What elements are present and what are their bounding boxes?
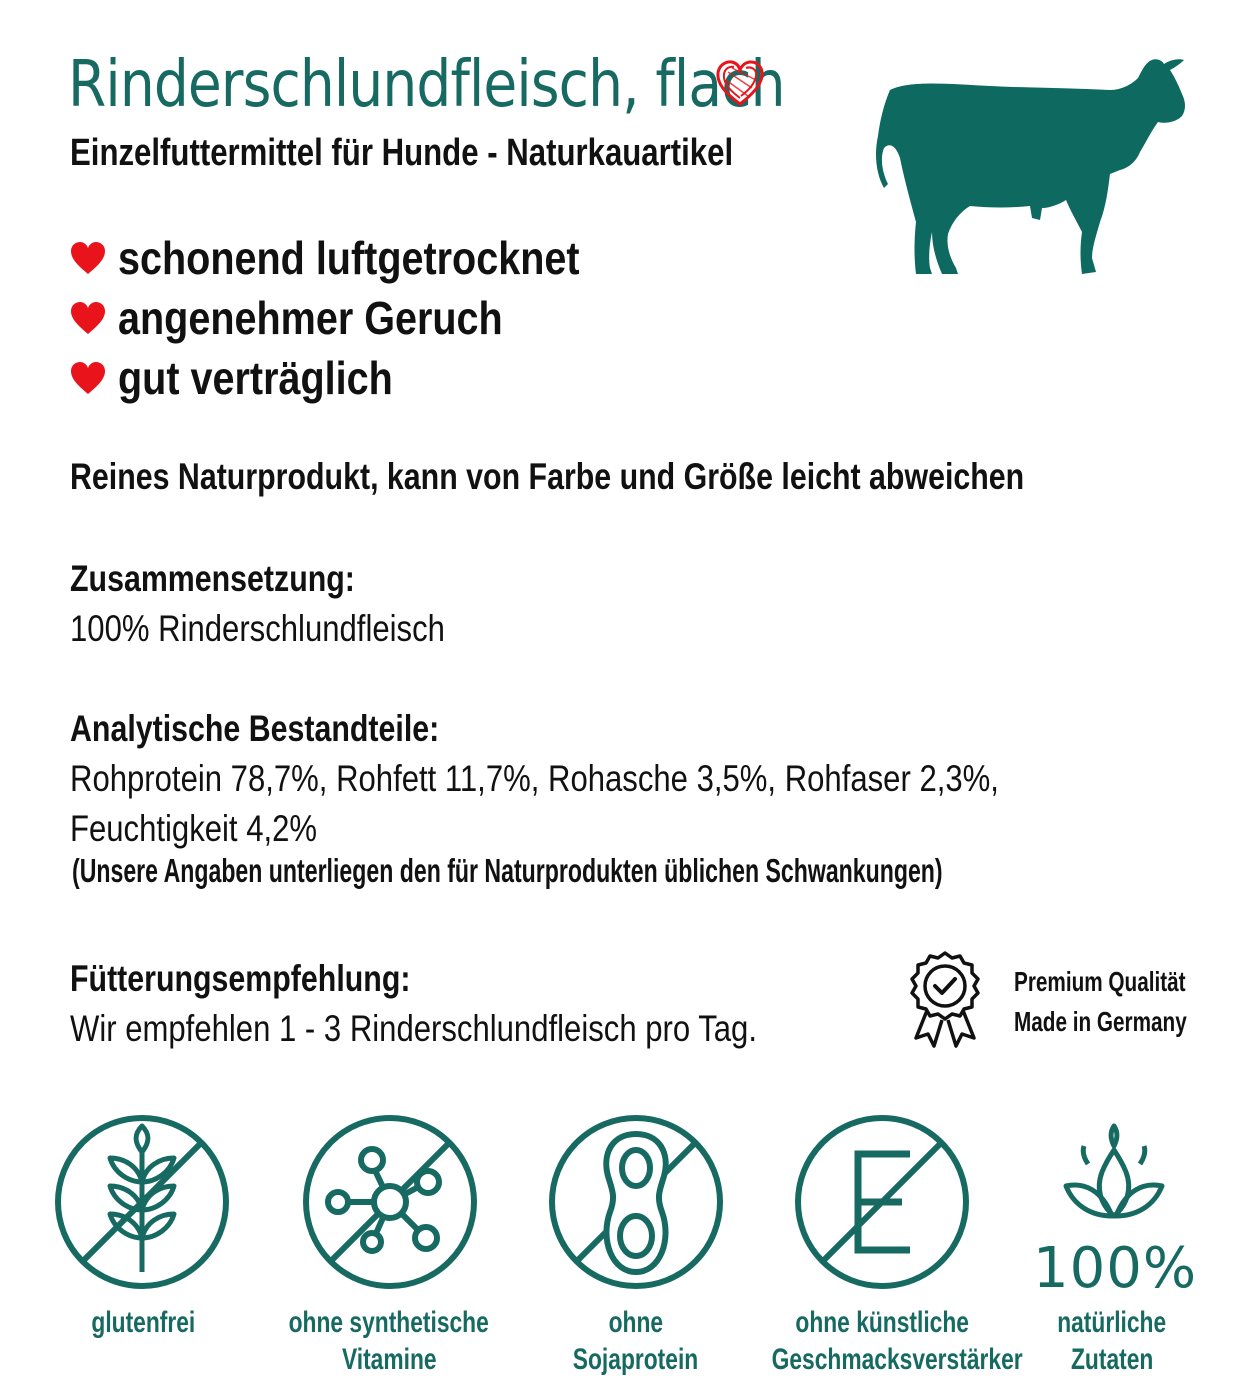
benefit-text: angenehmer Geruch [118, 292, 503, 344]
composition-heading: Zusammensetzung: [70, 558, 355, 599]
quality-badge-text [1014, 962, 1187, 1042]
cow-icon [870, 50, 1190, 280]
feature-label-line: Zutaten [1070, 1343, 1154, 1376]
benefit-text: schonend luftgetrocknet [118, 232, 580, 284]
analysis-line-1: Rohprotein 78,7%, Rohfett 11,7%, Rohasche 3,5%, Rohfaser 2,3%, [70, 758, 999, 799]
feature-label-line: Sojaprotein [573, 1343, 699, 1376]
natural-ingredients-icon [1054, 1120, 1174, 1230]
heart-icon [714, 58, 766, 108]
heart-bullet-icon [70, 361, 106, 395]
composition-text: 100% Rinderschlundfleisch [70, 608, 445, 649]
analysis-note: (Unsere Angaben unterliegen den für Naturprodukten üblichen Schwankungen) [72, 852, 943, 889]
list-item [70, 228, 655, 288]
feature-label-natural [962, 1304, 1240, 1378]
feature-label-line: Geschmacksverstärker [771, 1343, 1023, 1376]
gluten-free-icon [52, 1112, 232, 1292]
list-item [70, 288, 655, 348]
feature-label-line: ohne [608, 1306, 664, 1339]
analysis-heading: Analytische Bestandteile: [70, 708, 440, 749]
badge-line-1: Premium Qualität [1014, 966, 1186, 997]
product-subtitle: Einzelfuttermittel für Hunde - Naturkauartikel [70, 132, 734, 174]
heart-bullet-icon [70, 241, 106, 275]
feature-label-line: ohne synthetische [288, 1306, 490, 1339]
analysis-line-2: Feuchtigkeit 4,2% [70, 808, 318, 849]
feature-label-line: ohne künstliche [795, 1306, 969, 1339]
award-check-icon [908, 950, 982, 1050]
feeding-text: Wir empfehlen 1 - 3 Rinderschlundfleisch pro Tag. [70, 1008, 757, 1049]
feature-label-line: Vitamine [341, 1343, 437, 1376]
no-flavor-enhancer-icon [792, 1112, 972, 1292]
heart-bullet-icon [70, 301, 106, 335]
no-soy-protein-icon [546, 1112, 726, 1292]
badge-line-2: Made in Germany [1014, 1006, 1187, 1037]
natural-product-note: Reines Naturprodukt, kann von Farbe und Größe leicht abweichen [70, 456, 1025, 497]
list-item [70, 348, 655, 408]
no-synthetic-vitamins-icon [300, 1112, 480, 1292]
benefit-list [70, 228, 655, 408]
feeding-heading: Fütterungsempfehlung: [70, 958, 411, 999]
natural-percent-label: 100% [1032, 1236, 1198, 1301]
benefit-text: gut verträglich [118, 352, 393, 404]
feature-label-line: natürliche [1057, 1306, 1167, 1339]
product-title: Rinderschlundfleisch, flach [68, 48, 785, 122]
feature-label-line: glutenfrei [91, 1306, 195, 1339]
